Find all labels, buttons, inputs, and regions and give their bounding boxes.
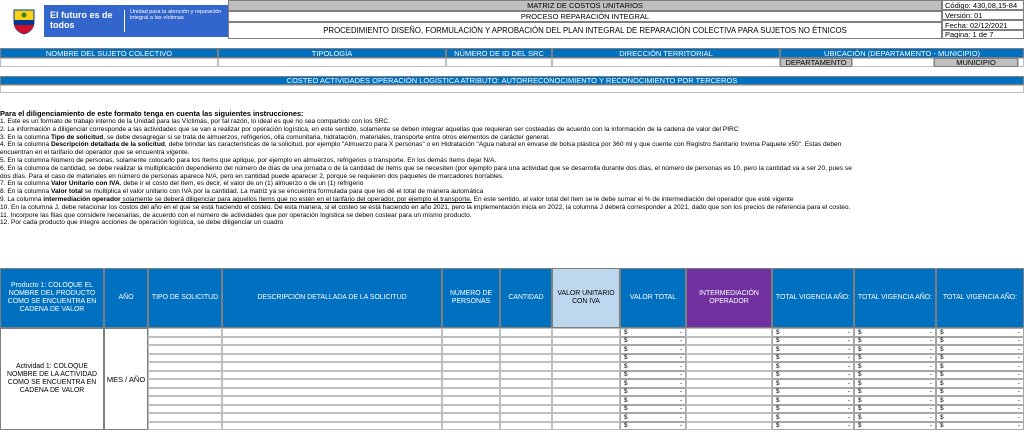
currency-symbol: $: [858, 413, 862, 421]
table-cell[interactable]: [552, 371, 620, 380]
costeo-title: COSTEO ACTIVIDADES OPERACIÓN LOGÍSTICA ATRIBUTO: AUTORRECONOCIMIENTO Y RECONOCIMIENTO POR TERCEROS: [0, 76, 1024, 85]
instructions: [0, 109, 1024, 227]
money-cell[interactable]: [620, 413, 686, 422]
currency-symbol: $: [776, 345, 780, 353]
table-header-9: TOTAL VIGENCIA AÑO:: [772, 268, 854, 328]
money-cell[interactable]: [854, 354, 936, 363]
subject-territorial-header: DIRECCIÓN TERRITORIAL: [552, 48, 780, 58]
empty-value: -: [1017, 345, 1020, 353]
money-cell[interactable]: [772, 337, 854, 346]
subject-name-value[interactable]: [0, 58, 218, 67]
table-cell[interactable]: [552, 362, 620, 371]
header-version: Versión: 01: [942, 10, 1024, 20]
empty-value: -: [847, 337, 850, 345]
table-cell[interactable]: [500, 337, 552, 346]
table-cell[interactable]: [222, 371, 442, 380]
table-cell[interactable]: [442, 379, 500, 388]
money-cell[interactable]: [772, 379, 854, 388]
currency-symbol: $: [940, 371, 944, 379]
colombia-shield-icon: [12, 7, 36, 35]
table-cell[interactable]: [686, 337, 772, 346]
header-pagina: Pagina: 1 de 7: [942, 30, 1024, 39]
empty-value: -: [679, 422, 682, 430]
empty-value: -: [1017, 396, 1020, 404]
subject-id-value[interactable]: [446, 58, 552, 67]
empty-value: -: [1017, 371, 1020, 379]
instruction-4-cont: encuentran en el tarifario del operador que se encuentra vigente.: [0, 149, 190, 157]
table-cell[interactable]: [686, 413, 772, 422]
empty-value: -: [679, 345, 682, 353]
money-cell[interactable]: [620, 379, 686, 388]
empty-value: -: [929, 362, 932, 370]
empty-value: -: [847, 328, 850, 336]
currency-symbol: $: [776, 371, 780, 379]
table-cell[interactable]: [686, 362, 772, 371]
header-fecha: Fecha: 02/12/2021: [942, 20, 1024, 30]
currency-symbol: $: [776, 379, 780, 387]
header-title-process: PROCESO REPARACIÓN INTEGRAL: [228, 11, 942, 22]
table-cell[interactable]: [552, 354, 620, 363]
departamento-value[interactable]: [852, 58, 934, 67]
money-cell[interactable]: [854, 371, 936, 380]
costeo-spacer-row: [0, 85, 1024, 93]
table-cell[interactable]: [686, 328, 772, 337]
table-header-8: INTERMEDIACIÓN OPERADOR: [686, 268, 772, 328]
currency-symbol: $: [776, 413, 780, 421]
table-cell[interactable]: [500, 379, 552, 388]
money-cell[interactable]: [772, 396, 854, 405]
table-cell[interactable]: [552, 337, 620, 346]
table-cell[interactable]: [442, 337, 500, 346]
money-cell[interactable]: [854, 362, 936, 371]
table-cell[interactable]: [500, 413, 552, 422]
instruction-2: 2. La información a diligenciar corresponde a las actividades que se van a realizar por operación logística, en este sentido, solamente se deben integrar aquellas que requieran ser costeadas de acuerdo con la información de la cadena de valor del PIRC: [0, 125, 739, 133]
money-cell[interactable]: [854, 328, 936, 337]
currency-symbol: $: [776, 396, 780, 404]
table-cell[interactable]: [148, 345, 222, 354]
table-cell[interactable]: [686, 396, 772, 405]
table-cell[interactable]: [222, 345, 442, 354]
empty-value: -: [1017, 328, 1020, 336]
empty-value: -: [847, 405, 850, 413]
currency-symbol: $: [624, 405, 628, 413]
currency-symbol: $: [940, 422, 944, 430]
money-cell[interactable]: [620, 422, 686, 431]
subject-name-header: NOMBRE DEL SUJETO COLECTIVO: [0, 48, 218, 58]
money-cell[interactable]: [854, 422, 936, 431]
instruction-7-c: , debe ir el costo del ítem, es decir, el valor de un (1) almuerzo o de un (1) refrigerio: [119, 180, 364, 188]
empty-value: -: [679, 388, 682, 396]
empty-value: -: [1017, 422, 1020, 430]
table-cell[interactable]: [552, 328, 620, 337]
table-cell[interactable]: [552, 396, 620, 405]
empty-value: -: [1017, 354, 1020, 362]
currency-symbol: $: [776, 405, 780, 413]
empty-value: -: [847, 362, 850, 370]
table-cell[interactable]: [500, 371, 552, 380]
currency-symbol: $: [858, 422, 862, 430]
table-cell[interactable]: [500, 396, 552, 405]
empty-value: -: [679, 396, 682, 404]
table-cell[interactable]: [442, 396, 500, 405]
empty-value: -: [929, 388, 932, 396]
money-cell[interactable]: [936, 379, 1024, 388]
money-cell[interactable]: [854, 388, 936, 397]
currency-symbol: $: [776, 337, 780, 345]
empty-value: -: [679, 405, 682, 413]
table-cell[interactable]: [552, 405, 620, 414]
money-cell[interactable]: [854, 405, 936, 414]
empty-value: -: [847, 345, 850, 353]
instruction-9: [0, 196, 1024, 204]
header-codigo: Código: 430,08,15-84: [942, 0, 1024, 10]
activity-cell[interactable]: Actividad 1: COLOQUE NOMBRE DE LA ACTIVIDAD COMO SE ENCUENTRA EN CADENA DE VALOR: [0, 328, 104, 430]
money-cell[interactable]: [772, 328, 854, 337]
money-cell[interactable]: [620, 405, 686, 414]
currency-symbol: $: [940, 413, 944, 421]
money-cell[interactable]: [620, 362, 686, 371]
table-cell[interactable]: [686, 345, 772, 354]
money-cell[interactable]: [772, 405, 854, 414]
instruction-3-c: , se debe desagregar si se trata de almuerzos, refrigerios, olla comunitaria, hidratación, materiales, transporte entre otros elementos de carácter general.: [103, 133, 550, 141]
money-cell[interactable]: [772, 422, 854, 431]
money-cell[interactable]: [854, 413, 936, 422]
instruction-4-c: , debe brindar las características de la solicitud, por ejemplo "Almuerzo para X personas" o en Hidratación "Agua natural en envase de bolsa plástica por 360 ml y que cuente con Registro Sanitario Invima Paquete x50". Estas deben: [164, 141, 842, 149]
table-cell[interactable]: [222, 405, 442, 414]
currency-symbol: $: [940, 345, 944, 353]
empty-value: -: [1017, 405, 1020, 413]
money-cell[interactable]: [936, 422, 1024, 431]
instruction-11: 11. Incorpore las filas que considere necesarias, de acuerdo con el número de actividades que por operación logística se deben costear para un mismo producto.: [0, 211, 472, 219]
instruction-9-c: solamente se deberá diligenciar para aquellos ítems que no estén en el tarifario del operador, por ejemplo el transporte.: [120, 195, 472, 203]
currency-symbol: $: [624, 388, 628, 396]
empty-value: -: [1017, 388, 1020, 396]
currency-symbol: $: [940, 354, 944, 362]
subject-typology-header: TIPOLOGÍA: [218, 48, 446, 58]
table-header-3: DESCRIPCIÓN DETALLADA DE LA SOLICITUD: [222, 268, 442, 328]
table-cell[interactable]: [442, 345, 500, 354]
currency-symbol: $: [624, 354, 628, 362]
empty-value: -: [679, 371, 682, 379]
money-cell[interactable]: [936, 405, 1024, 414]
subject-location-header: UBICACIÓN (DEPARTAMENTO - MUNICIPIO): [780, 48, 1024, 58]
empty-value: -: [929, 371, 932, 379]
table-header-4: NÚMERO DE PERSONAS: [442, 268, 500, 328]
money-cell[interactable]: [936, 388, 1024, 397]
currency-symbol: $: [776, 388, 780, 396]
instruction-9-a: 9. La columna: [0, 195, 44, 203]
empty-value: -: [929, 345, 932, 353]
empty-value: -: [929, 422, 932, 430]
currency-symbol: $: [624, 328, 628, 336]
table-cell[interactable]: [148, 388, 222, 397]
empty-value: -: [847, 388, 850, 396]
table-cell[interactable]: [222, 379, 442, 388]
empty-value: -: [929, 396, 932, 404]
instruction-6: 6. En la columna de cantidad, se debe realizar la multiplicación dependiento del número de días de una jornada o de la cantidad de ítems que se necesiten (por ejemplo para una actividad que se desarrolla durante dos días, el número de personas es 10, pero la cantidad va a ser 20, pues se: [0, 164, 852, 172]
table-cell[interactable]: [148, 328, 222, 337]
table-cell[interactable]: [686, 422, 772, 431]
table-cell[interactable]: [148, 413, 222, 422]
table-header-11: TOTAL VIGENCIA AÑO:: [936, 268, 1024, 328]
currency-symbol: $: [858, 362, 862, 370]
money-cell[interactable]: [936, 371, 1024, 380]
table-cell[interactable]: [442, 388, 500, 397]
empty-value: -: [679, 379, 682, 387]
table-header-10: TOTAL VIGENCIA AÑO:: [854, 268, 936, 328]
table-header-5: CANTIDAD: [500, 268, 552, 328]
money-cell[interactable]: [772, 413, 854, 422]
municipio-label: MUNICIPIO: [934, 58, 1018, 67]
table-cell[interactable]: [442, 422, 500, 431]
instruction-3: [0, 134, 1024, 142]
subject-territorial-value[interactable]: [552, 58, 780, 67]
money-cell[interactable]: [620, 328, 686, 337]
money-cell[interactable]: [854, 396, 936, 405]
empty-value: -: [929, 379, 932, 387]
money-cell[interactable]: [936, 413, 1024, 422]
empty-value: -: [1017, 379, 1020, 387]
table-cell[interactable]: [222, 422, 442, 431]
currency-symbol: $: [940, 396, 944, 404]
instruction-3-a: 3. En la columna: [0, 133, 51, 141]
money-cell[interactable]: [772, 362, 854, 371]
currency-symbol: $: [940, 362, 944, 370]
table-cell[interactable]: [500, 354, 552, 363]
table-cell[interactable]: [148, 362, 222, 371]
money-cell[interactable]: [772, 345, 854, 354]
table-header-6: VALOR UNITARIO CON IVA: [552, 268, 620, 328]
currency-symbol: $: [940, 405, 944, 413]
empty-value: -: [929, 337, 932, 345]
currency-symbol: $: [858, 396, 862, 404]
currency-symbol: $: [624, 422, 628, 430]
table-cell[interactable]: [148, 371, 222, 380]
empty-value: -: [929, 405, 932, 413]
header-title-procedure: PROCEDIMIENTO DISEÑO, FORMULACIÓN Y APROBACIÓN DEL PLAN INTEGRAL DE REPARACIÓN COLECTIVA PARA SUJETOS NO ÉTNICOS: [228, 22, 942, 39]
empty-value: -: [679, 328, 682, 336]
currency-symbol: $: [858, 337, 862, 345]
empty-value: -: [679, 337, 682, 345]
instruction-12: 12. Por cada producto que integre acciones de operación logística, se debe diligenciar un cuadro: [0, 219, 284, 227]
empty-value: -: [1017, 337, 1020, 345]
table-cell[interactable]: [686, 405, 772, 414]
instruction-3-b: Tipo de solicitud: [50, 133, 104, 141]
currency-symbol: $: [940, 337, 944, 345]
money-cell[interactable]: [772, 371, 854, 380]
empty-value: -: [679, 413, 682, 421]
money-cell[interactable]: [936, 396, 1024, 405]
empty-value: -: [847, 413, 850, 421]
table-cell[interactable]: [442, 405, 500, 414]
currency-symbol: $: [624, 337, 628, 345]
table-cell[interactable]: [222, 413, 442, 422]
money-cell[interactable]: [936, 345, 1024, 354]
currency-symbol: $: [940, 328, 944, 336]
instruction-9-b: intermediación operador: [43, 195, 121, 203]
table-cell[interactable]: [442, 328, 500, 337]
currency-symbol: $: [624, 396, 628, 404]
table-cell[interactable]: [442, 362, 500, 371]
currency-symbol: $: [940, 379, 944, 387]
table-cell[interactable]: [148, 337, 222, 346]
table-cell[interactable]: [552, 345, 620, 354]
instruction-4-b: Descripción detallada de la solicitud: [50, 141, 165, 149]
empty-value: -: [1017, 413, 1020, 421]
money-cell[interactable]: [854, 345, 936, 354]
table-cell[interactable]: [686, 379, 772, 388]
empty-value: -: [847, 379, 850, 387]
subject-typology-value[interactable]: [218, 58, 446, 67]
municipio-value[interactable]: [1018, 58, 1024, 67]
currency-symbol: $: [940, 388, 944, 396]
currency-symbol: $: [624, 362, 628, 370]
money-cell[interactable]: [620, 337, 686, 346]
instruction-6-cont: dos días. Para el caso de materiales en número de personas aparece N/A, pero en cantidad puede aparecer 2, porque se requieren dos paquetes de marcadores borrables.: [0, 172, 505, 180]
currency-symbol: $: [624, 413, 628, 421]
instruction-5: 5. En la columna Número de personas, solamente colocarlo para los ítems que aplique, por ejemplo en almuerzos, refrigerios o transporte. En los demás ítems dejar N/A.: [0, 156, 497, 164]
currency-symbol: $: [858, 405, 862, 413]
header-title-matrix: MATRIZ DE COSTOS UNITARIOS: [228, 0, 942, 11]
year-cell[interactable]: MES / AÑO: [104, 328, 148, 430]
currency-symbol: $: [624, 371, 628, 379]
table-cell[interactable]: [148, 354, 222, 363]
departamento-label: DEPARTAMENTO: [780, 58, 852, 67]
logo-divider: [124, 10, 125, 32]
currency-symbol: $: [858, 371, 862, 379]
currency-symbol: $: [776, 328, 780, 336]
empty-value: -: [929, 413, 932, 421]
table-cell[interactable]: [148, 379, 222, 388]
money-cell[interactable]: [854, 379, 936, 388]
instruction-8-b: Valor total: [50, 188, 83, 196]
instruction-7-a: 7. En la columna: [0, 180, 51, 188]
table-cell[interactable]: [222, 328, 442, 337]
money-cell[interactable]: [854, 337, 936, 346]
empty-value: -: [847, 422, 850, 430]
table-header-0: Producto 1: COLOQUE EL NOMBRE DEL PRODUCTO COMO SE ENCUENTRA EN CADENA DE VALOR: [0, 268, 104, 328]
money-cell[interactable]: [620, 396, 686, 405]
table-cell[interactable]: [222, 337, 442, 346]
instruction-8: [0, 188, 1024, 196]
table-cell[interactable]: [552, 379, 620, 388]
instructions-title: Para el diligenciamiento de este formato tenga en cuenta las siguientes instrucciones:: [0, 109, 304, 118]
table-cell[interactable]: [686, 371, 772, 380]
table-cell[interactable]: [442, 413, 500, 422]
instruction-8-a: 8. En la columna: [0, 188, 51, 196]
table-header-1: AÑO: [104, 268, 148, 328]
instruction-8-c: se multiplica el valor unitario con IVA por la cantidad. La matriz ya se encuentra formulada para que les dé el total de manera automática: [82, 188, 484, 196]
empty-value: -: [847, 354, 850, 362]
logo-banner: [44, 5, 228, 37]
money-cell[interactable]: [620, 354, 686, 363]
currency-symbol: $: [858, 379, 862, 387]
instruction-9-d: En este sentido, al valor total del ítem se le debe sumar el % de intermediación del operador que esté vigente: [471, 195, 794, 203]
table-cell[interactable]: [148, 422, 222, 431]
table-cell[interactable]: [500, 388, 552, 397]
currency-symbol: $: [624, 379, 628, 387]
logo-text-main: El futuro es de todos: [50, 10, 113, 30]
table-header-7: VALOR TOTAL: [620, 268, 686, 328]
currency-symbol: $: [858, 388, 862, 396]
table-header-2: TIPO DE SOLICITUD: [148, 268, 222, 328]
instruction-10: 10. En la columna J, debe relacionar los costos del año en el que se está haciendo el costeo. De esta manera, si el costeo se está haciendo en año 2021, pero la implementación inicia en 2022, la columna J deberá corresponder a 2021, dado que son los precios de referencia para el costeo.: [0, 203, 851, 211]
money-cell[interactable]: [936, 328, 1024, 337]
money-cell[interactable]: [936, 362, 1024, 371]
table-cell[interactable]: [552, 422, 620, 431]
table-cell[interactable]: [442, 371, 500, 380]
empty-value: -: [929, 354, 932, 362]
table-cell[interactable]: [686, 388, 772, 397]
table-cell[interactable]: [148, 405, 222, 414]
table-cell[interactable]: [222, 362, 442, 371]
table-cell[interactable]: [442, 354, 500, 363]
table-cell[interactable]: [222, 396, 442, 405]
table-cell[interactable]: [222, 388, 442, 397]
subject-id-header: NÚMERO DE ID DEL SRC: [446, 48, 552, 58]
empty-value: -: [679, 354, 682, 362]
instruction-1: 1. Este es un formato de trabajo interno de la Unidad para las Víctimas, por tal razón, lo ideal es que no sea compartido con los SRC.: [0, 118, 390, 125]
empty-value: -: [847, 371, 850, 379]
instruction-4: [0, 141, 1024, 149]
currency-symbol: $: [776, 362, 780, 370]
currency-symbol: $: [858, 354, 862, 362]
instruction-7-b: Valor Unitario con IVA: [50, 180, 120, 188]
money-cell[interactable]: [620, 388, 686, 397]
table-cell[interactable]: [500, 345, 552, 354]
empty-value: -: [929, 328, 932, 336]
logo-text-unit: Unidad para la atención y reparación integral a las víctimas: [130, 9, 222, 22]
money-cell[interactable]: [936, 337, 1024, 346]
currency-symbol: $: [624, 345, 628, 353]
table-cell[interactable]: [500, 422, 552, 431]
money-cell[interactable]: [936, 354, 1024, 363]
currency-symbol: $: [858, 328, 862, 336]
table-cell[interactable]: [500, 328, 552, 337]
money-cell[interactable]: [620, 371, 686, 380]
table-cell[interactable]: [500, 362, 552, 371]
empty-value: -: [847, 396, 850, 404]
empty-value: -: [1017, 362, 1020, 370]
money-cell[interactable]: [772, 388, 854, 397]
instruction-7: [0, 180, 1024, 188]
table-cell[interactable]: [500, 405, 552, 414]
currency-symbol: $: [776, 354, 780, 362]
money-cell[interactable]: [772, 354, 854, 363]
currency-symbol: $: [776, 422, 780, 430]
table-cell[interactable]: [148, 396, 222, 405]
empty-value: -: [679, 362, 682, 370]
logo: [4, 4, 228, 38]
table-cell[interactable]: [552, 413, 620, 422]
instruction-4-a: 4. En la columna: [0, 141, 51, 149]
table-cell[interactable]: [222, 354, 442, 363]
money-cell[interactable]: [620, 345, 686, 354]
table-cell[interactable]: [686, 354, 772, 363]
currency-symbol: $: [858, 345, 862, 353]
table-cell[interactable]: [552, 388, 620, 397]
